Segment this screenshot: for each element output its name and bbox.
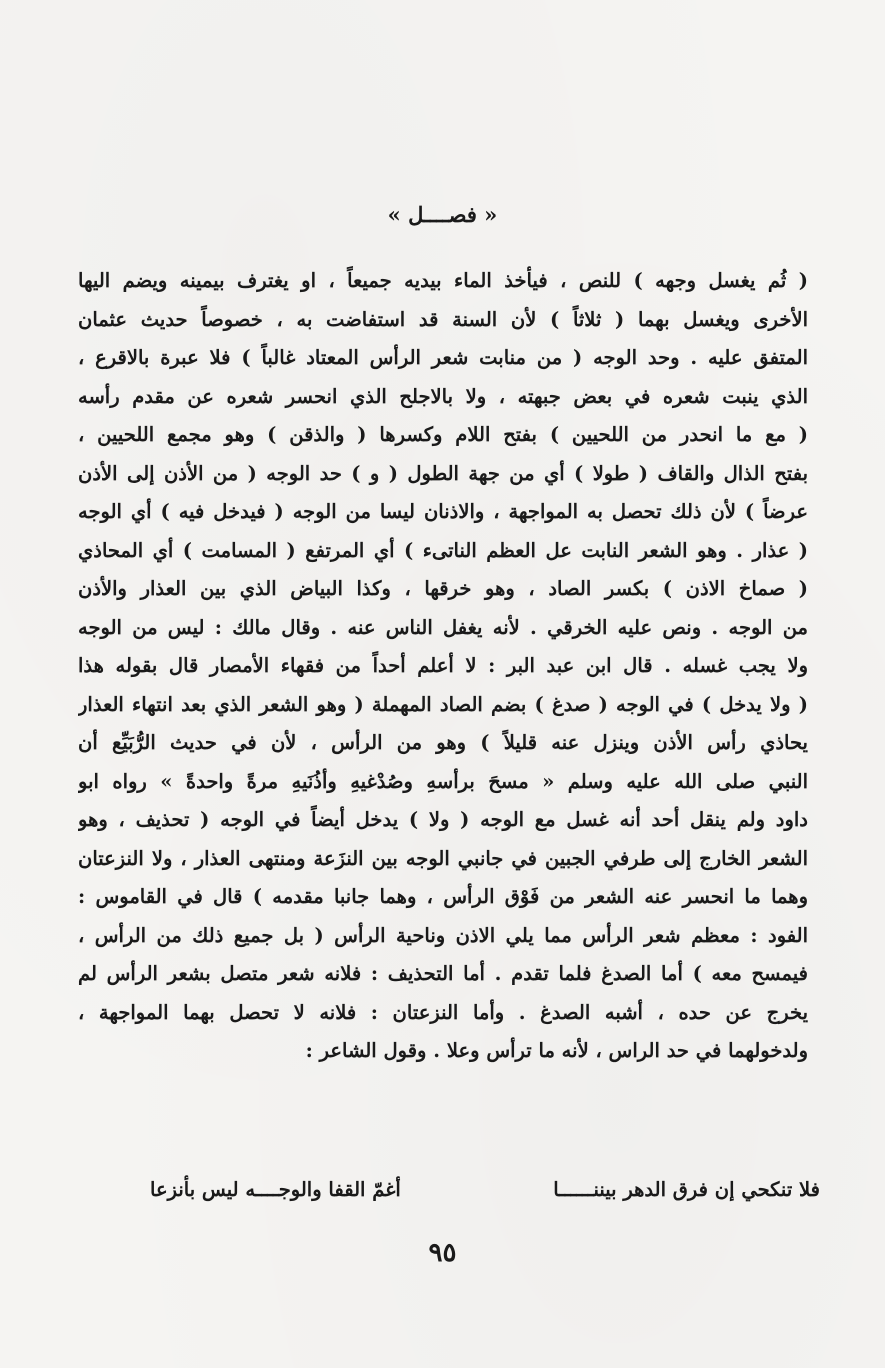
- verse-second-hemistich: أغمّ القفا والوجــــه ليس بأنزعا: [150, 1178, 401, 1201]
- text-line: يحاذي رأس الأذن وينزل عنه قليلاً ) وهو من الرأس ، لأن في حديث الرُّبَيِّع أن: [78, 731, 808, 754]
- text-line: المتفق عليه . وحد الوجه ( من منابت شعر الرأس المعتاد غالباً ) فلا عبرة بالاقرع ،: [78, 346, 808, 369]
- poetry-verse: [150, 1178, 820, 1201]
- body-paragraph: [78, 262, 808, 1071]
- text-line: ( مع ما انحدر من اللحيين ) بفتح اللام وكسرها ( والذقن ) وهو مجمع اللحيين ،: [78, 423, 808, 446]
- text-line: الذي ينبت شعره في بعض جبهته ، ولا بالاجلح الذي انحسر شعره عن مقدم رأسه: [78, 384, 808, 408]
- verse-first-hemistich: فلا تنكحي إن فرق الدهر بيننــــــا: [553, 1178, 820, 1201]
- text-line: عرضاً ) لأن ذلك تحصل به المواجهة ، والاذنان ليسا من الوجه ( فيدخل فيه ) أي الوجه: [78, 500, 808, 523]
- text-line: ولدخولهما في حد الراس ، لأنه ما ترأس وعلا . وقول الشاعر :: [305, 1039, 808, 1062]
- text-line: النبي صلى الله عليه وسلم « مسحَ برأسهِ وصُدْغيهِ وأذُنَيهِ مرةً واحدةً » رواه ابو: [78, 769, 808, 793]
- text-line: من الوجه . ونص عليه الخرقي . لأنه يغفل الناس عنه . وقال مالك : ليس من الوجه: [78, 615, 808, 639]
- text-line: ( عذار . وهو الشعر النابت عل العظم الناتىء ) أي المرتفع ( المسامت ) أي المحاذي: [78, 538, 808, 562]
- text-line: داود ولم ينقل أحد أنه غسل مع الوجه ( ولا ) يدخل أيضاً في الوجه ( تحذيف ، وهو: [78, 808, 808, 831]
- text-line: ( صماخ الاذن ) بكسر الصاد ، وهو خرقها ، وكذا البياض الذي بين العذار والأذن: [78, 577, 808, 600]
- text-line: بفتح الذال والقاف ( طولا ) أي من جهة الطول ( و ) حد الوجه ( من الأذن إلى الأذن: [78, 461, 808, 485]
- text-line: ولا يجب غسله . قال ابن عبد البر : لا أعلم أحداً من فقهاء الأمصار قال بقوله هذا: [78, 654, 808, 677]
- section-heading: « فصــــل »: [387, 202, 498, 227]
- text-line: الفود : معظم شعر الرأس مما يلي الاذن وناحية الرأس ( بل جميع ذلك من الرأس ،: [78, 923, 808, 947]
- text-line: الشعر الخارج إلى طرفي الجبين في جانبي الوجه بين النزَعة ومنتهى العذار ، ولا النزعتان: [78, 846, 808, 870]
- page-number: ٩٥: [428, 1238, 457, 1268]
- text-line: الأخرى ويغسل بهما ( ثلاثاً ) لأن السنة قد استفاضت به ، خصوصاً حديث عثمان: [78, 307, 808, 331]
- text-line: ( ثُم يغسل وجهه ) للنص ، فيأخذ الماء بيديه جميعاً ، او يغترف بيمينه ويضم اليها: [78, 269, 808, 292]
- text-line: فيمسح معه ) أما الصدغ فلما تقدم . أما التحذيف : فلانه شعر متصل بشعر الرأس لم: [78, 962, 808, 985]
- text-line: يخرج عن حده ، أشبه الصدغ . وأما النزعتان : فلانه لا تحصل بهما المواجهة ،: [78, 1000, 808, 1024]
- text-line: ( ولا يدخل ) في الوجه ( صدغ ) بضم الصاد المهملة ( وهو الشعر الذي بعد انتهاء العذار: [78, 692, 808, 716]
- text-line: وهما ما انحسر عنه الشعر من فَوْق الرأس ، وهما جانبا مقدمه ) قال في القاموس :: [78, 885, 808, 908]
